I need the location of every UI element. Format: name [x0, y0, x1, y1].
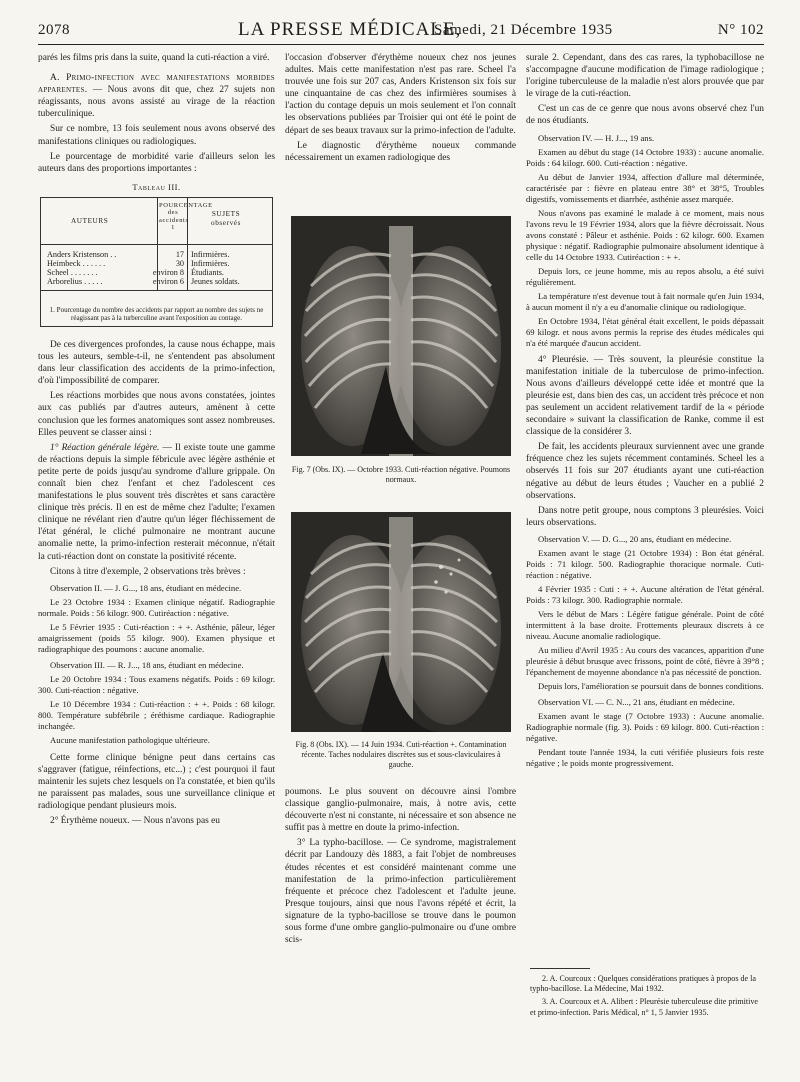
table-header-percentage: POURCENTAGE des accidents 1 — [159, 201, 213, 232]
table-header-subjects: SUJETS observés — [211, 209, 241, 227]
observation-text: Le 5 Février 1935 : Cuti-réaction : + +. Asthénie, pâleur, léger amaigrissement (poids 55 kilogr. 900). Examen physique et radiographique des poumons : aucune anomalie. — [38, 621, 275, 654]
footnote: 2. A. Courcoux : Quelques considérations pratiques à propos de la typho-bacillose. La Médecine, Mai 1932. — [530, 974, 756, 994]
subheading: 1° Réaction générale légère. — [50, 442, 160, 453]
observation-text: En Octobre 1934, l'état général était excellent, le poids dépassait 69 kilogr. et nous avons permis la reprise des études médicales qui n'a été marquée d'aucun accident. — [526, 315, 764, 348]
paragraph: Les réactions morbides que nous avons constatées, jointes aux cas publiés par d'autres auteurs, amènent à cette conclusion que les formes anatomiques sont assez nombreuses. Elles peuvent se classer ainsi : — [38, 391, 275, 438]
paragraph: 3° La typho-bacillose. — Ce syndrome, magistralement décrit par Landouzy dès 1883, a fait l'objet de nombreuses études récentes et est considéré maintenant comme une manifestation de la primo-infection particulièrement fréquente et précoce chez l'adolescent et l'adulte jeune. Presque toujours, ainsi que nous l'avons répété et écrit, la signature de la typho-bacillose se trouve dans le poumon sous forme d'une ombre ganglio-pulmonaire ou d'une ombre scis- — [285, 838, 516, 946]
figure-8-caption: Fig. 8 (Obs. IX). — 14 Juin 1934. Cuti-réaction +. Contamination récente. Taches nodulaires discrètes sus et sous-claviculaires à gauche. — [295, 740, 507, 769]
footnotes — [530, 968, 762, 1021]
table-cell-author: Anders Kristenson . . — [47, 249, 117, 259]
paragraph: Sur ce nombre, 13 fois seulement nous avons observé des manifestations cliniques ou radiologiques. — [38, 124, 275, 147]
paragraph: Dans notre petit groupe, nous comptons 3 pleurésies. Voici leurs observations. — [526, 505, 764, 528]
table-cell-subjects: Infirmières. — [191, 249, 230, 259]
paragraph: Citons à titre d'exemple, 2 observations très brèves : — [50, 566, 246, 577]
observation-title: Observation IV. — H. J..., 19 ans. — [538, 132, 655, 143]
paragraph: C'est un cas de ce genre que nous avons observé chez l'un de nos étudiants. — [526, 104, 764, 127]
observation-text: Le 23 Octobre 1934 : Examen clinique négatif. Radiographie normale. Poids : 56 kilogr. 900. Cutiréaction : négative. — [38, 596, 275, 618]
table-cell-subjects: Infirmières. — [191, 258, 230, 268]
table-caption: Tableau III. — [132, 181, 181, 192]
paragraph: l'occasion d'observer d'érythème noueux chez nos jeunes adultes. Mais cette manifestation n'est pas rare. Scheel l'a trouvée une fois sur 207 cas, Anders Kristenson six fois sur une cinquantaine de cas chez des infirmières soumises à l'action du contage depuis un mois seulement et l'on connaît les observations publiées par Troisier qui ont été le point de départ de ses beaux travaux sur la primo-infection de l'adulte. — [285, 53, 516, 136]
paragraph: Cette forme clinique bénigne peut dans certains cas s'aggraver (fatigue, réinfections, etc...) ; c'est pourquoi il faut maintenir les sujets chez lesquels on l'a constatée, et bien qu'ils ne paraissent pas malades, sous une surveillance clinique et radiologique pendant plusieurs mois. — [38, 752, 275, 812]
paragraph: De fait, les accidents pleuraux surviennent avec une grande fréquence chez les sujets récemment contaminés. Scheel les a observés 11 fois sur 207 étudiants ayant une cuti-réaction négative au début de leurs études ; Vaucher en a publié 2 observations. — [526, 442, 764, 501]
section-text: — Nous avons dit que, chez 27 sujets non réagissants, nous avons assisté au virage de la réaction tuberculinique. — [38, 85, 275, 120]
observation-text: Examen avant le stage (21 Octobre 1934) : Bon état général. Poids : 71 kilogr. 500. Radiographie thoracique normale. Cuti-réaction : négative. — [526, 547, 764, 580]
table-cell-author: Arborelius . . . . . — [47, 276, 103, 286]
column-middle — [285, 52, 516, 167]
table-cell-percentage: 17 — [175, 249, 184, 259]
paragraph: De ces divergences profondes, la cause nous échappe, mais tous les auteurs, semble-t-il, ne s'entendent pas absolument dans leur classification des accidents de la primo-infection, d'où l'impossibilité de comparer. — [38, 339, 275, 387]
table-cell-subjects: Étudiants. — [191, 267, 224, 277]
figure-7-xray — [291, 216, 511, 456]
observation-text: Au début de Janvier 1934, affection d'allure mal déterminée, caractérisée par : fièvre en plateau entre 38° et 38°5, Troubles digestifs, vomissements et diarrhée, asthénie assez marquée. — [526, 171, 764, 204]
page-number: 2078 — [38, 22, 70, 38]
observation-text: Depuis lors, l'amélioration se poursuit dans de bonnes conditions. — [538, 680, 764, 691]
table-cell-subjects: Jeunes soldats. — [191, 276, 240, 286]
table-cell-author: Scheel . . . . . . . — [47, 267, 98, 277]
observation-text: Pendant toute l'année 1934, la cuti vérifiée plusieurs fois reste négative ; le poids monte progressivement. — [526, 746, 764, 768]
issue-number: N° 102 — [717, 22, 764, 38]
observation-text: Vers le début de Mars : Légère fatigue générale. Point de côté intermittent à la base droite. Frottements pleuraux discrets à ce niveau. Aucune anomalie radiologique. — [526, 608, 764, 641]
figure-8-xray — [291, 512, 511, 732]
table-footnote: 1. Pourcentage du nombre des accidents par rapport au nombre des sujets ne réagissant pas à la turberculine avant l'exposition au contage. — [49, 305, 264, 323]
observation-text: Examen au début du stage (14 Octobre 1933) : aucune anomalie. Poids : 64 kilogr. 600. Cuti-réaction : négative. — [526, 146, 764, 168]
paragraph: poumons. Le plus souvent on découvre ainsi l'ombre classique ganglio-pulmonaire, mais, à notre avis, cette découverte n'est ni constante, ni nécessaire et son absence ne suffit pas à mettre en doute la primo-infection. — [285, 787, 516, 834]
table-header-authors: AUTEURS — [71, 216, 109, 225]
observation-text: Aucune manifestation pathologique ultérieure. — [50, 734, 210, 745]
observation-text: Le 10 Décembre 1934 : Cuti-réaction : + +. Poids : 68 kilogr. 800. Température subfébrile ; éréthisme cardiaque. Radiographie inchangée. — [38, 698, 275, 731]
observation-title: Observation II. — J. G..., 18 ans, étudiant en médecine. — [50, 582, 242, 593]
paragraph-text: — Il existe toute une gamme de réactions depuis la simple fébricule avec légère asthénie et petite perte de poids jusqu'au syndrome d'allure grippale. On connaît bien chez l'enfant et chez l'adolescent ces manifestations le plus souvent très discrètes et sans caractère clinique très précis. Il en est de même chez l'adulte; l'examen clinique ne révélant rien d'autre qu'un léger fléchissement de l'état général, le cliché pulmonaire ne montrant aucune anomalie nette, la primo-infection resterait méconnue, n'était la cuti-réaction dont on constate la positivité récente. — [38, 442, 275, 562]
observation-text: La température n'est devenue tout à fait normale qu'en Juin 1934, à aucun moment il n'y a eu d'anomalie clinique ou radiologique. — [526, 290, 764, 312]
paragraph: Le pourcentage de morbidité varie d'ailleurs selon les auteurs dans des proportions importantes : — [38, 151, 275, 174]
column-right — [526, 52, 764, 772]
paragraph: parés les films pris dans la suite, quand la cuti-réaction a viré. — [38, 53, 270, 63]
journal-title: LA PRESSE MÉDICALE, — [238, 19, 462, 40]
table-cell-percentage: environ 6 — [152, 276, 184, 286]
table-cell-percentage: environ 8 — [152, 267, 184, 277]
column-left — [38, 52, 275, 830]
footnote: 3. A. Courcoux et A. Alibert : Pleurésie tuberculeuse dite primitive et primo-infection. Paris Médical, n° 1, 5 Janvier 1935. — [530, 997, 759, 1017]
observation-text: Au milieu d'Avril 1935 : Au cours des vacances, apparition d'une pleurésie à début brusque avec frissons, point de côté, fièvre à 39°8 ; l'épanchement de moyenne abondance n'a pas nécessité de ponction. — [526, 644, 764, 677]
chest-xray-image — [291, 512, 511, 732]
section-heading: A. Primo-infection avec manifestations morbides apparentes. — [38, 73, 275, 96]
table-cell-author: Heimbeck . . . . . . — [47, 258, 106, 268]
section-a-paragraph — [38, 72, 275, 120]
figure-7-caption: Fig. 7 (Obs. IX). — Octobre 1933. Cuti-réaction négative. Poumons normaux. — [291, 465, 511, 484]
observation-text: Nous n'avons pas examiné le malade à ce moment, mais nous l'avons revu le 19 Février 1934, alors que la fièvre décroissait. Nous avons constaté : Pâleur et asthénie. Poids : 62 kilogr. 600. Examen physique : négatif. Radiographie pulmonaire absolument identique à celle du 14 Octobre 1933. Cutiréaction : + +. — [526, 207, 764, 262]
observation-text: Le 20 Octobre 1934 : Tous examens négatifs. Poids : 69 kilogr. 300. Cuti-réaction : négative. — [38, 673, 275, 695]
observation-title: Observation III. — R. J..., 18 ans, étudiant en médecine. — [50, 659, 244, 670]
column-middle-lower — [285, 786, 516, 949]
observation-text: Examen avant le stage (7 Octobre 1933) : Aucune anomalie. Radiographie normale (fig. 3). Poids : 69 kilogr. 800. Cuti-réaction : négative. — [526, 710, 764, 743]
chest-xray-image — [291, 216, 511, 456]
paragraph: 2° Érythème noueux. — Nous n'avons pas eu — [50, 816, 220, 827]
observation-title: Observation VI. — C. N..., 21 ans, étudiant en médecine. — [538, 696, 735, 707]
paragraph: Le diagnostic d'érythème noueux commande nécessairement un examen radiologique des — [285, 140, 516, 163]
paragraph: surale 2. Cependant, dans des cas rares, la typhobacillose ne s'accompagne d'aucune modification de l'image radiologique ; l'origine tuberculeuse de la maladie n'est alors prouvée que par le virage de la cuti-réaction. — [526, 53, 764, 100]
observation-text: Depuis lors, ce jeune homme, mis au repos absolu, a été suivi régulièrement. — [526, 265, 764, 287]
issue-date: Samedi, 21 Décembre 1935 — [434, 22, 613, 38]
table-cell-percentage: 30 — [175, 258, 184, 268]
observation-text: 4 Février 1935 : Cuti : + +. Aucune altération de l'état général. Poids : 73 kilogr. 300. Radiographie normale. — [526, 583, 764, 605]
paragraph — [38, 442, 275, 563]
paragraph: 4° Pleurésie. — Très souvent, la pleurésie constitue la manifestation initiale de la tuberculose de primo-infection. Nous avons d'ailleurs développé cette idée et montré que la pleurésie est, dans bien des cas, un accident très précoce et non pas seulement un accident relativement tardif de la « période secondaire » suivant la classification de Ranke, comme il est classique de la considérer 3. — [526, 354, 764, 438]
table-iii — [40, 197, 273, 327]
observation-title: Observation V. — D. G..., 20 ans, étudiant en médecine. — [538, 533, 732, 544]
page-header — [38, 14, 764, 45]
